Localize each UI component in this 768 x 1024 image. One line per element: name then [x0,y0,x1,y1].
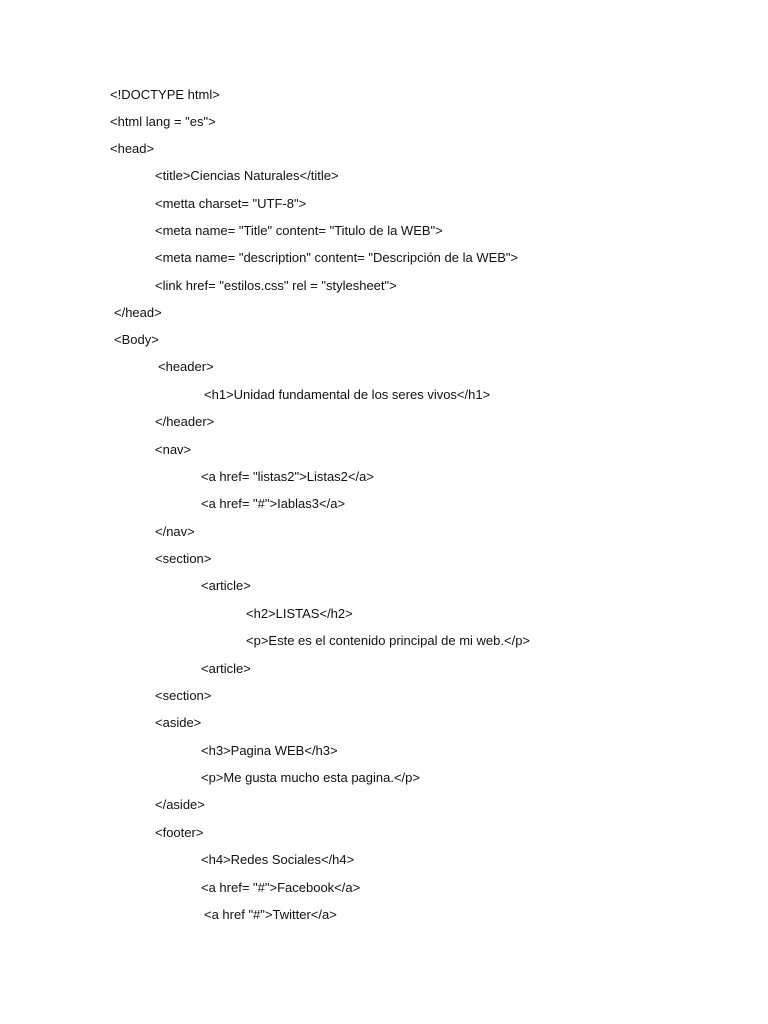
code-line: <article> [201,661,251,676]
code-line: <meta name= "Title" content= "Titulo de la WEB"> [155,223,443,238]
code-line: <head> [110,141,155,156]
code-line: <h3>Pagina WEB</h3> [201,743,338,758]
code-line: <h2>LISTAS</h2> [246,606,353,621]
code-line: </nav> [155,524,195,539]
code-line: <p>Este es el contenido principal de mi web.</p> [246,633,531,648]
code-line: <title>Ciencias Naturales</title> [155,168,339,183]
code-line: <p>Me gusta mucho esta pagina.</p> [201,770,420,785]
code-line: <link href= "estilos.css" rel = "stylesheet"> [155,278,397,293]
code-line: <h4>Redes Sociales</h4> [201,852,355,867]
code-line: <nav> [155,442,192,457]
code-line: <h1>Unidad fundamental de los seres vivos</h1> [204,387,491,402]
code-line: <aside> [155,715,202,730]
code-line: <a href= "#">Facebook</a> [201,880,361,895]
code-line: <!DOCTYPE html> [110,87,220,102]
code-line: <Body> [114,332,159,347]
code-line: </header> [155,414,215,429]
code-line: <a href= "#">Iablas3</a> [201,496,346,511]
code-line: <metta charset= "UTF-8"> [155,196,307,211]
code-line: </head> [114,305,162,320]
code-line: <html lang = "es"> [110,114,216,129]
code-line: <header> [158,359,214,374]
code-line: <a href= "listas2">Listas2</a> [201,469,374,484]
code-line: <footer> [155,825,204,840]
code-line: <article> [201,578,251,593]
code-line: <section> [155,688,212,703]
code-line: <a href "#">Twitter</a> [204,907,337,922]
code-line: <section> [155,551,212,566]
code-line: <meta name= "description" content= "Descripción de la WEB"> [155,250,519,265]
code-line: </aside> [155,797,205,812]
